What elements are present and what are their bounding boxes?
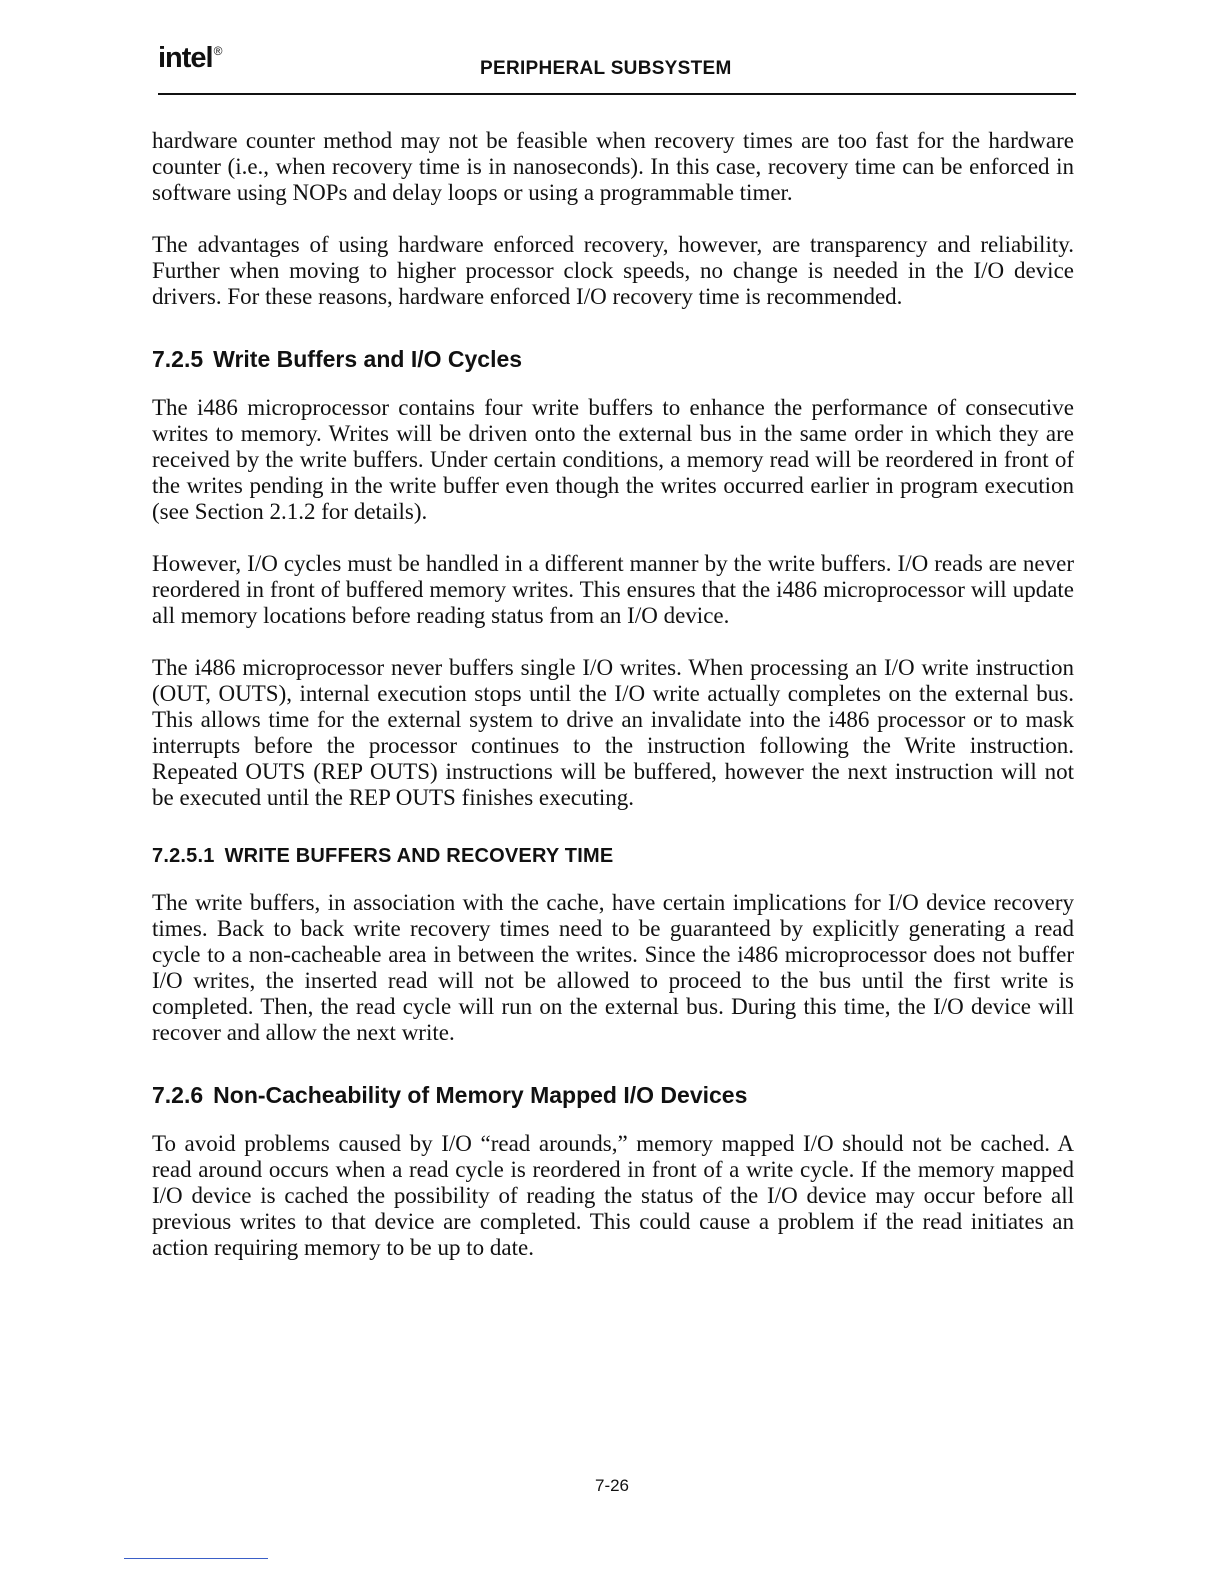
intel-logo: [158, 42, 221, 75]
paragraph: To avoid problems caused by I/O “read arounds,” memory mapped I/O should not be cached. A read around occurs when a read cycle is reordered in front of a write cycle. If the memory mapped I/O device is cached the possibility of reading the status of the I/O device may occur before all previous writes to that device are completed. This could cause a problem if the read initiates an action requiring memory to be up to date.: [152, 1131, 1074, 1260]
section-title: Write Buffers and I/O Cycles: [213, 346, 523, 372]
paragraph: The write buffers, in association with the cache, have certain implications for I/O device recovery times. Back to back write recovery times need to be guaranteed by explicitly generating a read cycle to a non-cacheable area in between the writes. Since the i486 microprocessor does not buffer I/O writes, the inserted read will not be allowed to proceed to the bus until the first write is completed. Then, the read cycle will run on the external bus. During this time, the I/O device will recover and allow the next write.: [152, 890, 1074, 1045]
paragraph: hardware counter method may not be feasible when recovery times are too fast for the hardware counter (i.e., when recovery time is in nanoseconds). In this case, recovery time can be enforced in software using NOPs and delay loops or using a programmable timer.: [152, 128, 1074, 205]
header-rule: [158, 93, 1076, 95]
paragraph: The i486 microprocessor contains four write buffers to enhance the performance of consecutive writes to memory. Writes will be driven onto the external bus in the same order in which they are received by the write buffers. Under certain conditions, a memory read will be reordered in front of the writes pending in the write buffer even though the writes occurred earlier in program execution (see Section 2.1.2 for details).: [152, 395, 1074, 524]
section-number: 7.2.6: [152, 1082, 204, 1108]
paragraph: However, I/O cycles must be handled in a different manner by the write buffers. I/O reads are never reordered in front of buffered memory writes. This ensures that the i486 microprocessor will update all memory locations before reading status from an I/O device.: [152, 551, 1074, 628]
section-title: Non-Cacheability of Memory Mapped I/O Devices: [213, 1082, 748, 1108]
registered-mark: ®: [213, 44, 222, 58]
section-heading-7-2-5-1: [152, 845, 1074, 868]
paragraph: The advantages of using hardware enforced recovery, however, are transparency and reliability. Further when moving to higher processor clock speeds, no change is needed in the I/O device drivers. For these reasons, hardware enforced I/O recovery time is recommended.: [152, 232, 1074, 309]
section-number: 7.2.5.1: [152, 845, 215, 867]
page-number: 7-26: [594, 1476, 630, 1495]
paragraph: The i486 microprocessor never buffers single I/O writes. When processing an I/O write instruction (OUT, OUTS), internal execution stops until the I/O write actually completes on the external bus. This allows time for the external system to drive an invalidate into the i486 processor or to mask interrupts before the processor continues to the instruction following the Write instruction. Repeated OUTS (REP OUTS) instructions will be buffered, however the next instruction will not be executed until the REP OUTS finishes executing.: [152, 655, 1074, 810]
running-head-title: PERIPHERAL SUBSYSTEM: [480, 58, 732, 79]
page-header: [158, 38, 1076, 96]
page-body: [152, 128, 1074, 1287]
section-heading-7-2-5: [152, 346, 1074, 373]
bottom-rule: [124, 1558, 268, 1559]
section-title: WRITE BUFFERS AND RECOVERY TIME: [224, 845, 614, 867]
section-heading-7-2-6: [152, 1082, 1074, 1109]
logo-text: intel: [158, 42, 213, 74]
section-number: 7.2.5: [152, 346, 204, 372]
